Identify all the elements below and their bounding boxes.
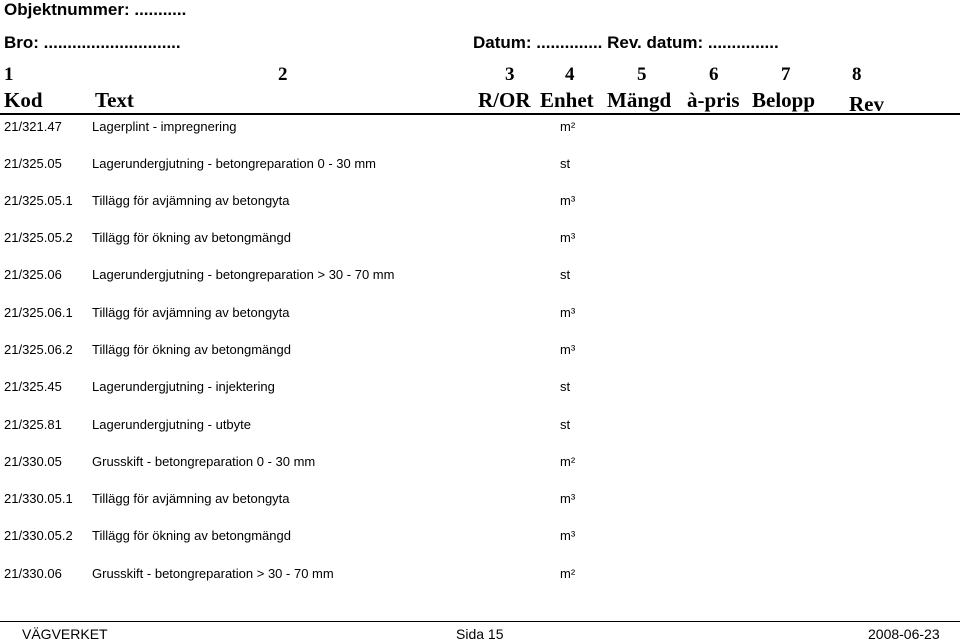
row-text: Grusskift - betongreparation 0 - 30 mm [92, 454, 316, 469]
row-unit: m³ [560, 491, 576, 506]
row-code: 21/330.05 [4, 454, 62, 469]
table-row [0, 230, 960, 250]
row-code: 21/330.06 [4, 566, 62, 581]
column-number-3: 3 [505, 64, 515, 85]
column-number-7: 7 [781, 64, 791, 85]
table-row [0, 491, 960, 511]
row-unit: st [560, 379, 571, 394]
row-unit: m² [560, 119, 576, 134]
row-code: 21/325.06.1 [4, 305, 73, 320]
column-label-mangd: Mängd [607, 88, 672, 112]
table-row [0, 454, 960, 474]
row-unit: m² [560, 454, 576, 469]
row-text: Lagerplint - impregnering [92, 119, 237, 134]
footer-divider [0, 621, 960, 622]
row-code: 21/330.05.1 [4, 491, 73, 506]
column-number-2: 2 [278, 64, 288, 85]
column-number-4: 4 [565, 64, 575, 85]
row-text: Tillägg för avjämning av betongyta [92, 193, 290, 208]
row-code: 21/330.05.2 [4, 528, 73, 543]
row-unit: m³ [560, 230, 576, 245]
column-label-kod: Kod [4, 88, 43, 112]
column-label-enhet: Enhet [540, 88, 594, 112]
row-text: Tillägg för ökning av betongmängd [92, 528, 291, 543]
column-label-text: Text [95, 88, 134, 112]
table-row [0, 528, 960, 548]
row-code: 21/325.81 [4, 417, 62, 432]
row-unit: st [560, 417, 571, 432]
row-unit: st [560, 267, 571, 282]
table-row [0, 156, 960, 176]
row-code: 21/325.06.2 [4, 342, 73, 357]
objektnummer-field: Objektnummer: ........... [4, 0, 187, 19]
table-row [0, 267, 960, 287]
table-row [0, 417, 960, 437]
row-text: Tillägg för avjämning av betongyta [92, 305, 290, 320]
row-code: 21/321.47 [4, 119, 62, 134]
row-text: Lagerundergjutning - injektering [92, 379, 275, 394]
column-label-a-pris: à-pris [687, 88, 740, 112]
bro-field: Bro: ............................. [4, 33, 181, 52]
row-code: 21/325.06 [4, 267, 62, 282]
column-number-6: 6 [709, 64, 719, 85]
footer-page-number: Sida 15 [456, 626, 504, 642]
row-text: Tillägg för ökning av betongmängd [92, 230, 291, 245]
table-row [0, 119, 960, 139]
column-label-rev: Rev [849, 92, 884, 116]
table-row [0, 193, 960, 213]
row-code: 21/325.45 [4, 379, 62, 394]
row-text: Lagerundergjutning - betongreparation 0 - 30 mm [92, 156, 377, 171]
table-row [0, 379, 960, 399]
row-text: Lagerundergjutning - utbyte [92, 417, 252, 432]
column-number-1: 1 [4, 64, 14, 85]
row-text: Lagerundergjutning - betongreparation > 30 - 70 mm [92, 267, 395, 282]
row-unit: m³ [560, 528, 576, 543]
row-text: Tillägg för ökning av betongmängd [92, 342, 291, 357]
table-row [0, 305, 960, 325]
row-text: Grusskift - betongreparation > 30 - 70 mm [92, 566, 334, 581]
table-row [0, 566, 960, 586]
footer-organization: VÄGVERKET [22, 626, 108, 642]
row-unit: m² [560, 566, 576, 581]
row-unit: m³ [560, 305, 576, 320]
row-text: Tillägg för avjämning av betongyta [92, 491, 290, 506]
table-row [0, 342, 960, 362]
header-divider [0, 113, 960, 115]
datum-field: Datum: .............. Rev. datum: ............... [473, 33, 779, 52]
footer-date: 2008-06-23 [868, 626, 940, 642]
row-code: 21/325.05 [4, 156, 62, 171]
column-number-8: 8 [852, 64, 862, 85]
row-unit: st [560, 156, 571, 171]
row-unit: m³ [560, 193, 576, 208]
column-label-belopp: Belopp [752, 88, 816, 112]
row-code: 21/325.05.2 [4, 230, 73, 245]
row-code: 21/325.05.1 [4, 193, 73, 208]
column-label-r-or: R/OR [478, 88, 531, 112]
column-number-5: 5 [637, 64, 647, 85]
row-unit: m³ [560, 342, 576, 357]
